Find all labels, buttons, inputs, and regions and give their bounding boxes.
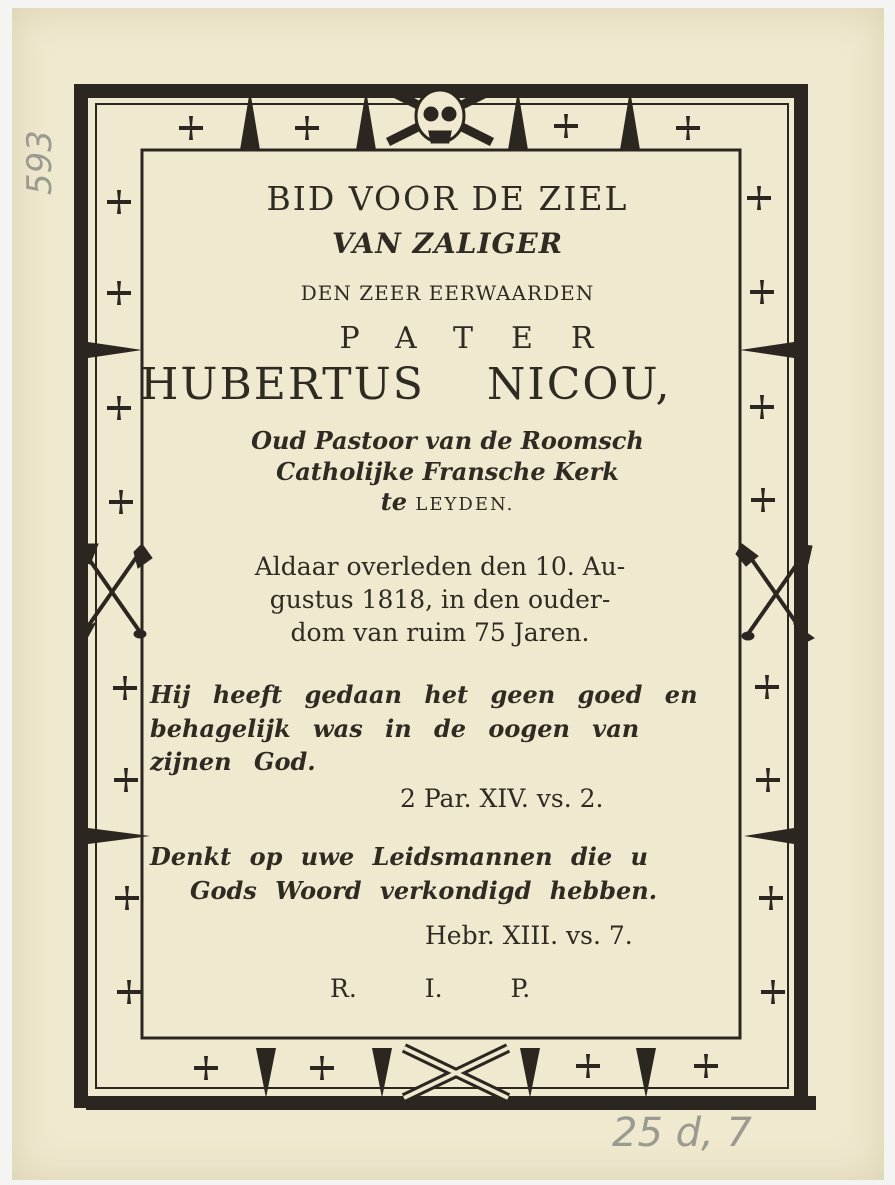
scripture-quote-2	[150, 840, 760, 907]
death-notice-line: gustus 1818, in den ouder-	[269, 585, 611, 614]
pastor-description	[140, 426, 755, 518]
scripture-quote-1	[150, 678, 750, 779]
death-notice	[170, 550, 710, 649]
heading-bid-voor: BID VOOR DE ZIEL	[266, 179, 629, 218]
location-prefix: te	[380, 487, 408, 517]
deceased-name: HUBERTUS NICOU,	[140, 359, 672, 410]
quote-line: zijnen God.	[150, 747, 316, 777]
inventory-number: 593	[20, 130, 60, 195]
wedge	[356, 90, 376, 150]
quote-line: behagelijk was in de oogen van	[150, 713, 640, 743]
wedge	[636, 1048, 656, 1098]
wedge	[372, 1048, 392, 1098]
description-line: Catholijke Fransche Kerk	[276, 456, 619, 486]
border-right-bar	[794, 84, 808, 1108]
heading-eerwaarden: DEN ZEER EERWAARDEN	[300, 281, 595, 305]
wedge	[88, 342, 142, 358]
scripture-reference-2: Hebr. XIII. vs. 7.	[425, 921, 633, 950]
skull-and-crossbones-icon	[388, 90, 492, 142]
quote-line: Gods Woord verkondigd hebben.	[190, 875, 658, 905]
border-bottom-bar	[86, 1096, 816, 1110]
description-line: Oud Pastoor van de Roomsch	[251, 426, 644, 455]
wedge	[256, 1048, 276, 1098]
location-city: LEYDEN.	[415, 494, 515, 516]
death-notice-line: dom van ruim 75 Jaren.	[290, 618, 590, 647]
quote-line: Denkt op uwe Leidsmannen die u	[150, 842, 648, 871]
wedge	[520, 1048, 540, 1098]
heading-van-zaliger: VAN ZALIGER	[331, 227, 564, 260]
wedge	[508, 90, 528, 150]
shelf-mark: 25 d, 7	[612, 1110, 752, 1156]
crossed-bones-icon	[404, 1048, 508, 1098]
quote-line: Hij heeft gedaan het geen goed en	[150, 680, 698, 709]
wedge	[620, 90, 640, 150]
border-left-bar	[74, 84, 88, 1108]
scripture-reference-1: 2 Par. XIV. vs. 2.	[400, 784, 604, 813]
death-notice-line: Aldaar overleden den 10. Au-	[254, 552, 626, 581]
rip-inscription: R. I. P.	[330, 974, 531, 1003]
wedge	[240, 90, 260, 150]
heading-pater: PATER	[339, 321, 632, 356]
description-line	[140, 487, 755, 518]
